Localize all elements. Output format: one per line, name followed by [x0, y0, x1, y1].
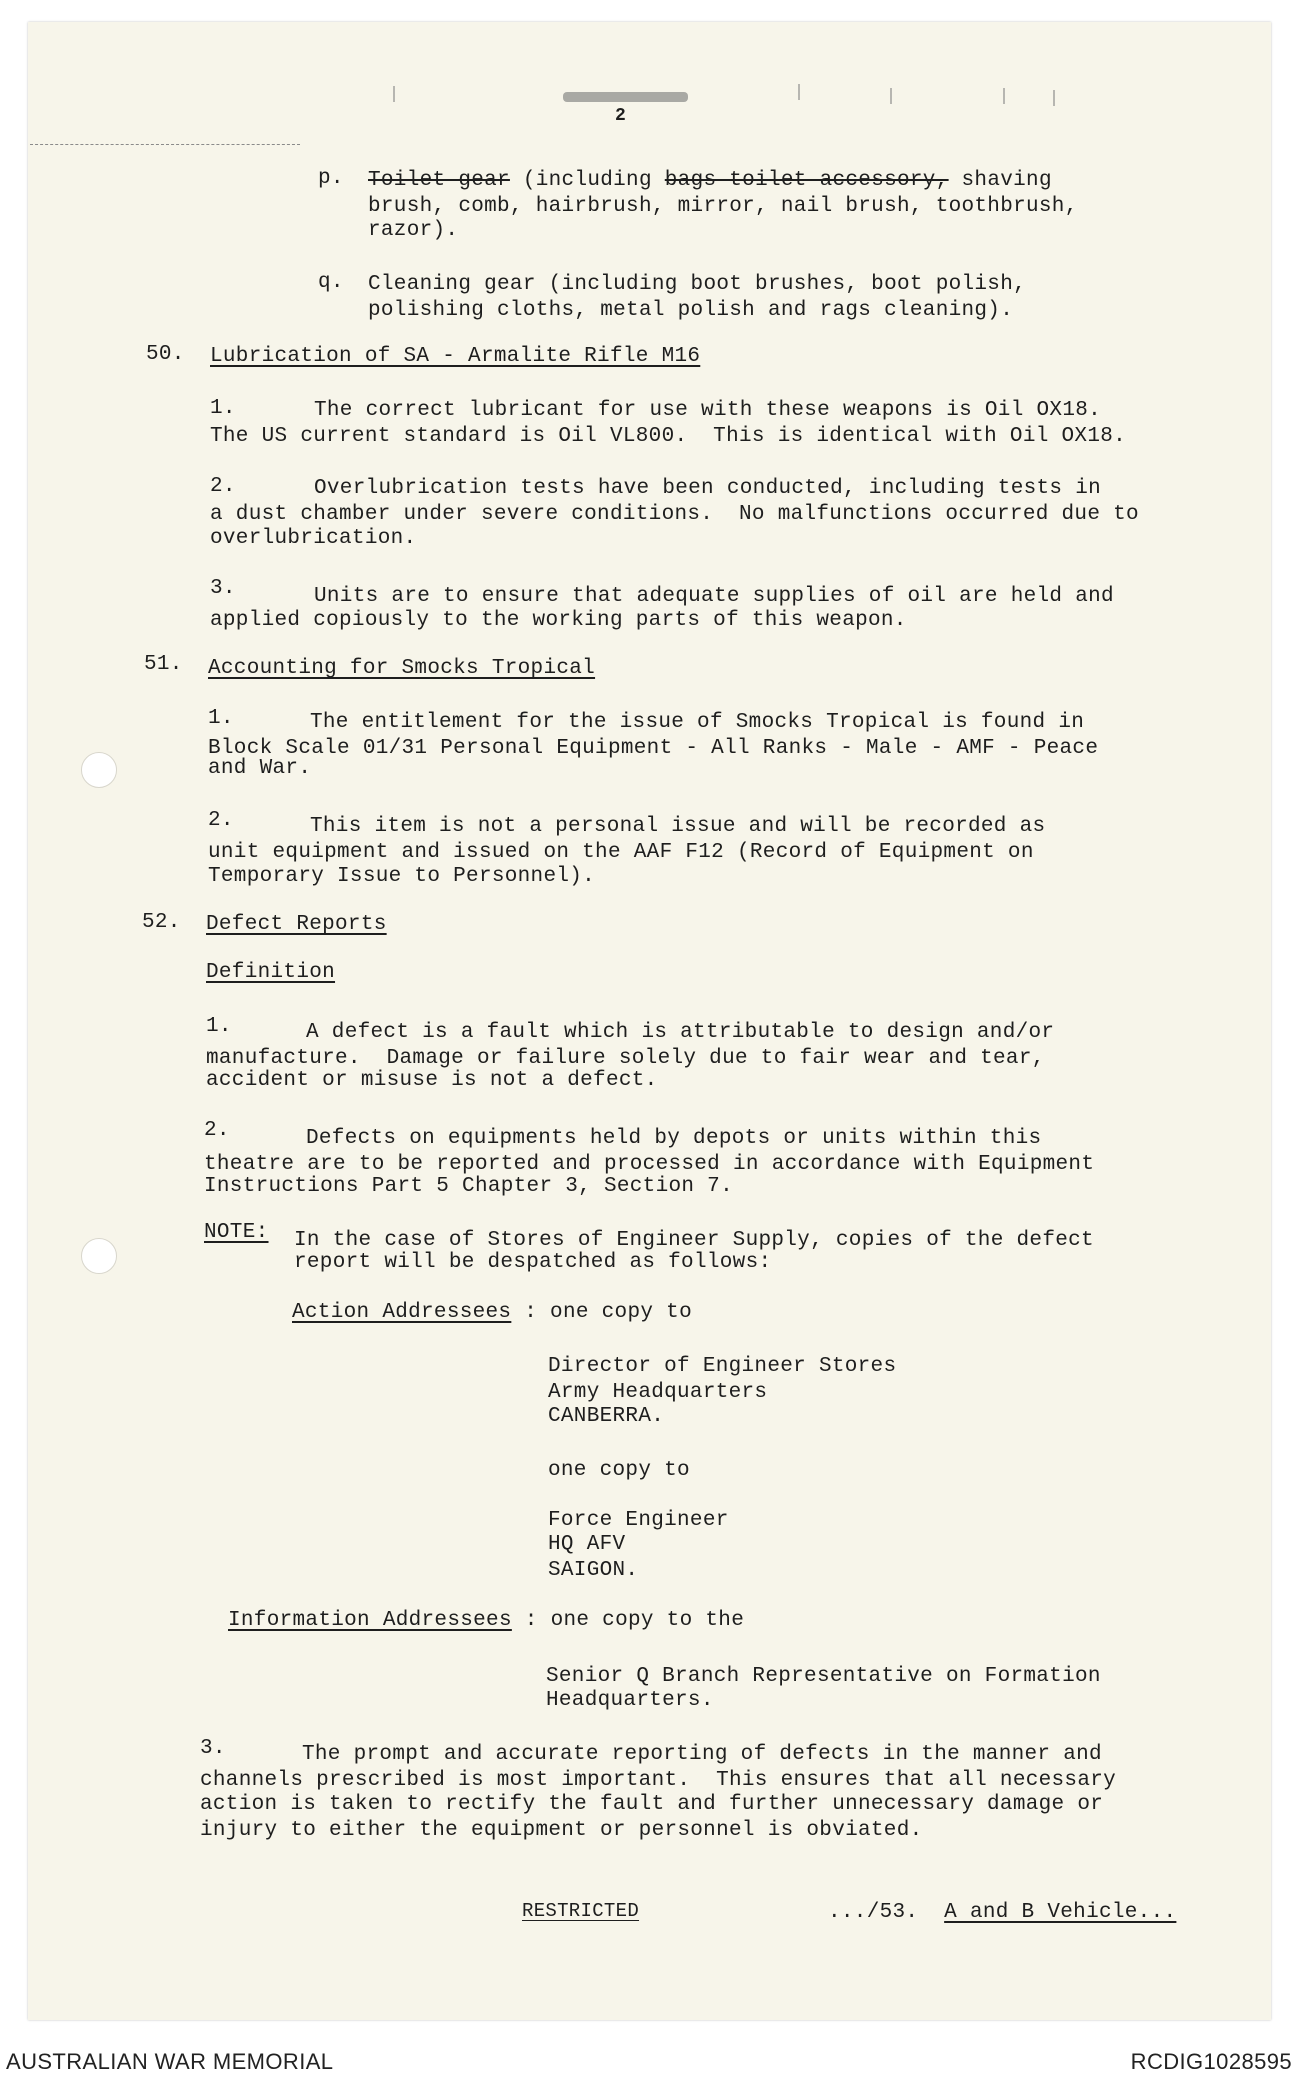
addressee-2-line1: Force Engineer — [548, 1509, 729, 1532]
item-p-line1: Toilet gear (including bags toilet accessory, shaving — [368, 169, 1052, 192]
header-rule — [30, 144, 300, 145]
section-52-heading: Defect Reports — [206, 913, 387, 936]
s50-para2-line1: Overlubrication tests have been conducted, including tests in — [314, 477, 1102, 500]
punch-hole-bottom — [81, 1238, 117, 1274]
item-p-line2: brush, comb, hairbrush, mirror, nail brush, toothbrush, — [368, 195, 1078, 218]
addressee-3-line1: Senior Q Branch Representative on Formation — [546, 1665, 1101, 1688]
s50-para1-line2: The US current standard is Oil VL800. This is identical with Oil OX18. — [210, 425, 1127, 448]
classification-marking: RESTRICTED — [522, 1900, 640, 1922]
addressee-1-line3: CANBERRA. — [548, 1405, 665, 1428]
section-51-number: 51. — [144, 653, 183, 676]
item-p-label: p. — [318, 167, 344, 190]
item-p-struck-text-2: bags toilet accessory, — [664, 169, 949, 192]
addressee-2-line2: HQ AFV — [548, 1533, 626, 1556]
section-50-number: 50. — [146, 343, 185, 366]
s50-para2-line3: overlubrication. — [210, 527, 417, 550]
note-line1: In the case of Stores of Engineer Supply, copies of the defect — [294, 1229, 1094, 1252]
s52-para3-number: 3. — [200, 1737, 226, 1760]
s50-para1-number: 1. — [210, 397, 236, 420]
section-50-heading: Lubrication of SA - Armalite Rifle M16 — [210, 345, 701, 368]
s52-para3-line4: injury to either the equipment or personnel is obviated. — [200, 1819, 923, 1842]
item-q-label: q. — [318, 271, 344, 294]
s52-para2-number: 2. — [204, 1119, 230, 1142]
margin-mark — [1053, 90, 1055, 106]
s52-para3-line3: action is taken to rectify the fault and further unnecessary damage or — [200, 1793, 1104, 1816]
note-line2: report will be despatched as follows: — [294, 1251, 772, 1274]
s50-para3-line1: Units are to ensure that adequate supplies of oil are held and — [314, 585, 1114, 608]
item-p-line3: razor). — [368, 219, 459, 242]
addressee-1-line1: Director of Engineer Stores — [548, 1355, 897, 1378]
margin-mark — [798, 84, 800, 100]
s50-para3-line2: applied copiously to the working parts of this weapon. — [210, 609, 907, 632]
s50-para2-number: 2. — [210, 475, 236, 498]
action-addressees: Action Addressees : one copy to — [292, 1301, 692, 1324]
s50-para1-line1: The correct lubricant for use with these weapons is Oil OX18. — [314, 399, 1102, 422]
s50-para2-line2: a dust chamber under severe conditions. No malfunctions occurred due to — [210, 503, 1139, 526]
s51-para1-line3: and War. — [208, 757, 312, 780]
archive-record-id: RCDIG1028595 — [1130, 2049, 1292, 2074]
information-addressees-label: Information Addressees — [228, 1609, 512, 1632]
margin-mark — [1003, 88, 1005, 104]
archive-institution: AUSTRALIAN WAR MEMORIAL — [6, 2049, 334, 2074]
s51-para1-number: 1. — [208, 707, 234, 730]
margin-mark — [393, 86, 395, 102]
s52-para3-line2: channels prescribed is most important. This ensures that all necessary — [200, 1769, 1117, 1792]
continuation-reference: .../53. A and B Vehicle... — [828, 1901, 1177, 1924]
s52-para1-line2: manufacture. Damage or failure solely due to fair wear and tear, — [206, 1047, 1045, 1070]
section-52-number: 52. — [142, 911, 181, 934]
s52-para2-line3: Instructions Part 5 Chapter 3, Section 7. — [204, 1175, 733, 1198]
s51-para2-number: 2. — [208, 809, 234, 832]
addressee-1-line2: Army Headquarters — [548, 1381, 768, 1404]
header-smudge — [563, 92, 688, 102]
s52-para1-line1: A defect is a fault which is attributable to design and/or — [306, 1021, 1055, 1044]
addressee-2-line3: SAIGON. — [548, 1559, 639, 1582]
note-label: NOTE: — [204, 1221, 269, 1244]
s50-para3-number: 3. — [210, 577, 236, 600]
section-51-heading: Accounting for Smocks Tropical — [208, 657, 596, 680]
section-52-subheading: Definition — [206, 961, 336, 984]
punch-hole-top — [81, 752, 117, 788]
s51-para2-line1: This item is not a personal issue and will be recorded as — [310, 815, 1046, 838]
item-p-struck-text: Toilet gear — [368, 169, 510, 192]
s51-para1-line2: Block Scale 01/31 Personal Equipment - All Ranks - Male - AMF - Peace — [208, 737, 1099, 760]
s51-para2-line2: unit equipment and issued on the AAF F12 (Record of Equipment on — [208, 841, 1034, 864]
page-number: 2 — [615, 106, 626, 126]
one-copy-to: one copy to — [548, 1459, 690, 1482]
s52-para2-line1: Defects on equipments held by depots or units within this — [306, 1127, 1042, 1150]
margin-mark — [890, 88, 892, 104]
s52-para1-number: 1. — [206, 1015, 232, 1038]
item-q-line2: polishing cloths, metal polish and rags cleaning). — [368, 299, 1014, 322]
s51-para2-line3: Temporary Issue to Personnel). — [208, 865, 596, 888]
information-addressees: Information Addressees : one copy to the — [228, 1609, 745, 1632]
s52-para1-line3: accident or misuse is not a defect. — [206, 1069, 658, 1092]
s51-para1-line1: The entitlement for the issue of Smocks Tropical is found in — [310, 711, 1085, 734]
continuation-text: A and B Vehicle... — [944, 1901, 1177, 1924]
action-addressees-label: Action Addressees — [292, 1301, 512, 1324]
item-q-line1: Cleaning gear (including boot brushes, boot polish, — [368, 273, 1027, 296]
s52-para2-line2: theatre are to be reported and processed in accordance with Equipment — [204, 1153, 1095, 1176]
s52-para3-line1: The prompt and accurate reporting of defects in the manner and — [302, 1743, 1102, 1766]
addressee-3-line2: Headquarters. — [546, 1689, 714, 1712]
